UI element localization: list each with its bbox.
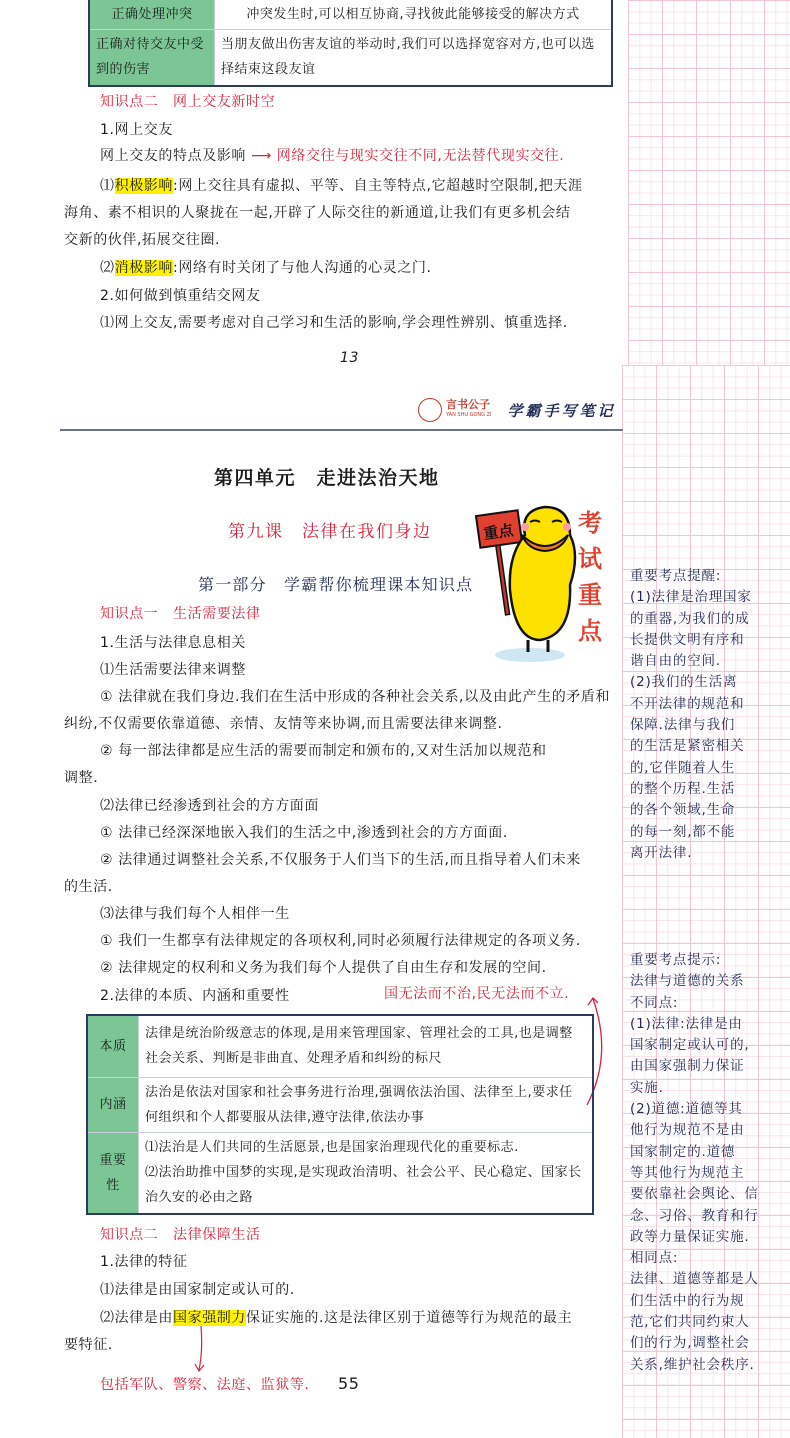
text-line: 2.如何做到慎重结交网友 [100,288,261,304]
annotation: 包括军队、警察、法庭、监狱等. [100,1377,310,1393]
exam-focus-label: 考试重点 [578,509,602,645]
brand-name: 言书公子 [446,398,490,411]
note-line: 关系,维护社会秩序. [630,1356,755,1373]
note-line: 由国家强制力保证 [630,1058,745,1075]
note-line: 范,它们共同约束人 [630,1314,750,1331]
header-divider [60,429,623,431]
mascot-face-icon [418,398,442,422]
highlight: 国家强制力 [173,1310,246,1326]
highlight: 消极影响 [114,260,174,276]
text: ⑵法律是由 [100,1310,173,1326]
text-line: ⑴生活需要法律来调整 [100,662,246,678]
text-line: ② 每一部法律都是应生活的需要而制定和颁布的,又对生活加以规范和 [100,743,547,759]
highlight: 积极影响 [114,178,174,194]
table-cell-line: ⑴法治是人们共同的生活愿景,也是国家治理现代化的重要标志. [145,1140,519,1156]
note-line: 的,它伴随着人生 [630,759,736,776]
table-cell: 冲突发生时,可以相互协商,寻找彼此能够接受的解决方式 [215,0,613,30]
text-line [100,176,583,196]
note-line: 法律与道德的关系 [630,973,745,990]
lesson-title: 第九课 法律在我们身边 [228,522,432,542]
text-line: 调整. [64,770,99,786]
text: :网上交往具有虚拟、平等、自主等特点,它超越时空限制,把天涯 [173,178,583,194]
note-line: 不同点: [630,994,679,1011]
table-head: 重要性 [87,1132,139,1214]
series-title: 学霸手写笔记 [507,401,616,420]
page-number: 55 [338,1374,360,1393]
table-head: 正确处理冲突 [89,0,215,30]
knowledge-point-title: 知识点二 网上交友新时空 [100,94,276,110]
note-line: 他行为规范不是由 [630,1122,745,1139]
note-line: 重要考点提示: [630,952,722,968]
note-line: 离开法律. [630,844,693,861]
page-number: 13 [340,350,360,366]
law-nature-table [86,1014,594,1215]
note-line: 等其他行为规范主 [630,1164,745,1181]
text-line: 纠纷,不仅需要依靠道德、亲情、友情等来协调,而且需要法律来调整. [64,716,503,732]
note-line: 的重器,为我们的成 [630,610,750,627]
annotation: 网络交往与现实交往不同,无法替代现实交往. [276,148,565,164]
note-line: (2)道德:道德等其 [630,1101,743,1118]
knowledge-point-title: 知识点一 生活需要法律 [100,606,261,622]
text-line: ② 法律通过调整社会关系,不仅服务于人们当下的生活,而且指导着人们未来 [100,852,581,868]
table-head: 正确对待交友中受到的伤害 [89,30,215,86]
note-line: 重要考点提醒: [630,568,722,584]
text-line: 2.法律的本质、内涵和重要性 [100,988,290,1004]
note-line: 不开法律的规范和 [630,695,745,712]
note-line: 法律、道德等都是人 [630,1271,759,1288]
side-note-reminder [630,566,790,864]
note-line: (1)法律:法律是由 [630,1015,743,1032]
note-line: 念、习俗、教育和行 [630,1207,759,1224]
text-line: ① 法律就在我们身边.我们在生活中形成的各种社会关系,以及由此产生的矛盾和 [100,689,611,705]
brand-logo [418,398,616,422]
note-line: 的各个领域,生命 [630,802,736,819]
down-arrow-icon [193,1326,207,1374]
text-line: 1.法律的特征 [100,1254,188,1270]
text-line: 1.网上交友 [100,122,173,138]
note-line: 要依靠社会舆论、信 [630,1186,759,1203]
note-line: 们的行为,调整社会 [630,1335,750,1352]
note-line: 政等力量保证实施. [630,1228,750,1245]
text-line: ⑵法律已经渗透到社会的方方面面 [100,798,319,814]
knowledge-point-title: 知识点二 法律保障生活 [100,1227,261,1243]
text-line: ⑶法律与我们每个人相伴一生 [100,906,290,922]
table-cell-line: ⑵法治助推中国梦的实现,是实现政治清明、社会公平、民心稳定、国家长治久安的必由之路 [145,1165,582,1206]
text: ⑵ [100,260,115,276]
table-cell: 法律是统治阶级意志的体现,是用来管理国家、管理社会的工具,也是调整社会关系、判断是非曲直、处理矛盾和纠纷的标尺 [139,1015,594,1077]
note-line: 长提供文明有序和 [630,631,745,648]
text-line: ② 法律规定的权利和义务为我们每个人提供了自由生存和发展的空间. [100,960,547,976]
text-line: 1.生活与法律息息相关 [100,635,246,651]
table-row [87,1015,593,1077]
table-row [87,1132,593,1214]
note-line: 谐自由的空间. [630,653,721,670]
note-line: 国家制定的.道德 [630,1143,736,1160]
text: ⑴ [100,178,115,194]
table-head: 内涵 [87,1077,139,1132]
table-cell [139,1132,594,1214]
grid-paper-top [628,0,790,365]
note-line: 的生活是紧密相关 [630,738,745,755]
side-note-law-vs-morality [630,950,790,1376]
note-line: 实施. [630,1079,664,1096]
part-title: 第一部分 学霸帮你梳理课本知识点 [198,575,474,594]
text-line: 的生活. [64,879,113,895]
text-line: 交新的伙伴,拓展交往圈. [64,232,221,248]
text-line [100,258,432,278]
note-line: 的整个历程.生活 [630,780,736,797]
text-line: 海角、素不相识的人聚拢在一起,开辟了人际交往的新通道,让我们有更多机会结 [64,205,571,221]
note-line: 国家制定或认可的, [630,1037,750,1054]
sign-text: 重点 [482,521,515,544]
table-row [89,30,612,86]
note-line: 们生活中的行为规 [630,1292,745,1309]
text: :网络有时关闭了与他人沟通的心灵之门. [173,260,432,276]
text-line: ⑴网上交友,需要考虑对自己学习和生活的影响,学会理性辨别、慎重选择. [100,315,568,331]
note-line: (1)法律是治理国家 [630,589,752,606]
arrow-icon: ⟶ [251,148,272,164]
unit-title: 第四单元 走进法治天地 [214,467,440,489]
text: 网上交友的特点及影响 [100,148,246,164]
text-line: ① 法律已经深深地嵌入我们的生活之中,渗透到社会的方方面面. [100,825,508,841]
table-head: 本质 [87,1015,139,1077]
text-line [100,1308,572,1328]
table-row [89,0,612,30]
note-line: (2)我们的生活离 [630,674,738,691]
text-line: ① 我们一生都享有法律规定的各项权利,同时必须履行法律规定的各项义务. [100,933,581,949]
brand-sub: YAN SHU GONG ZI [446,412,492,418]
text-line: 要特征. [64,1337,113,1353]
text-line: ⑴法律是由国家制定或认可的. [100,1282,295,1298]
quote-annotation: 国无法而不治,民无法而不立. [384,986,570,1002]
text-line [100,146,564,166]
table-cell: 当朋友做出伤害友谊的举动时,我们可以选择宽容对方,也可以选择结束这段友谊 [215,30,613,86]
table-cell: 法治是依法对国家和社会事务进行治理,强调依法治国、法律至上,要求任何组织和个人都要服从法律,遵守法律,依法办事 [139,1077,594,1132]
note-line: 相同点: [630,1250,679,1267]
note-line: 保障.法律与我们 [630,717,736,734]
note-line: 的每一刻,都不能 [630,823,736,840]
friendship-table [88,0,613,87]
table-row [87,1077,593,1132]
text: 保证实施的.这是法律区别于道德等行为规范的最主 [246,1310,573,1326]
